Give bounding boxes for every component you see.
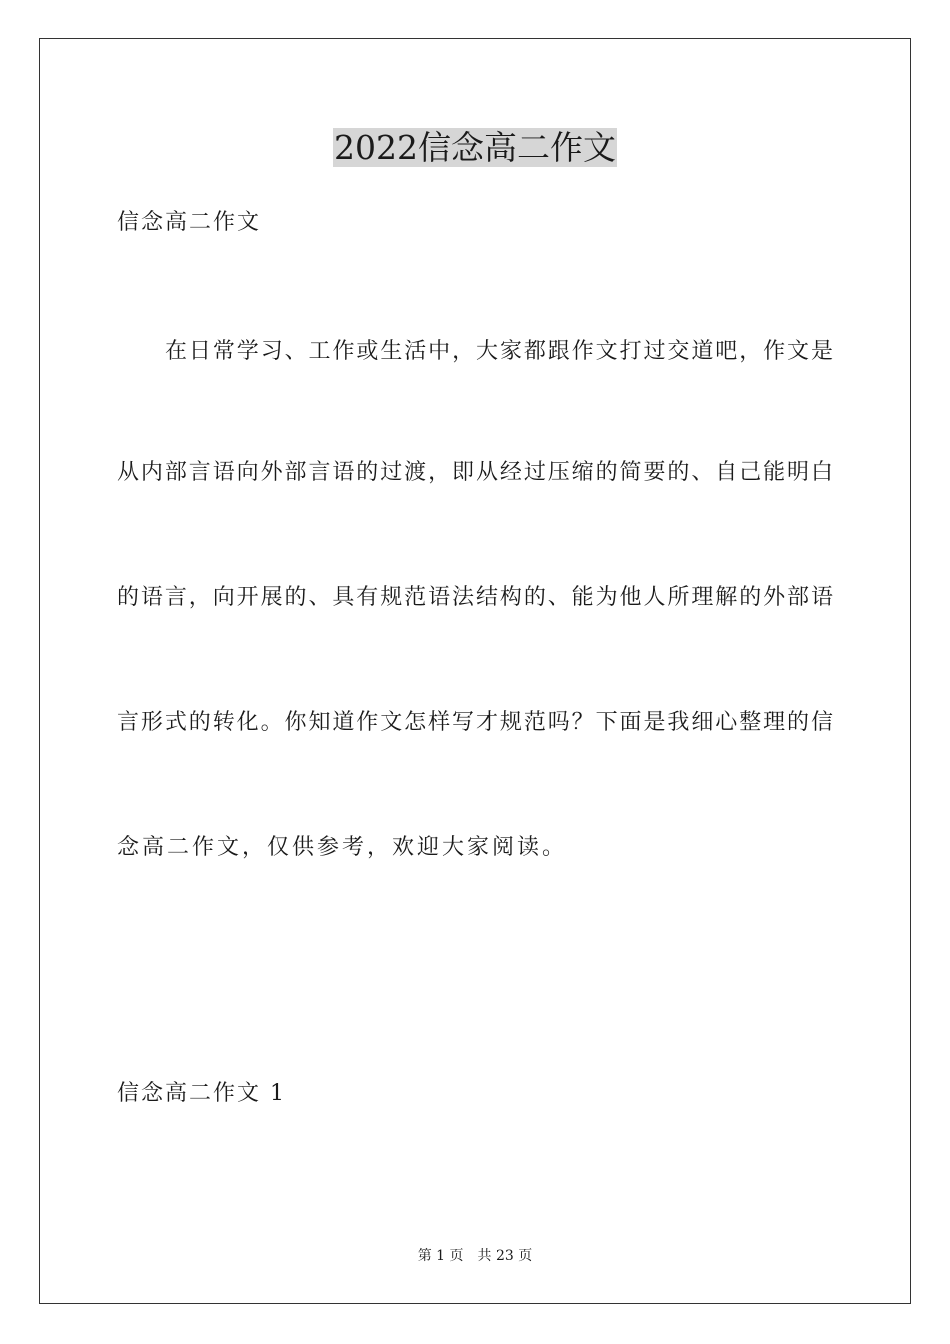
page-footer: 第 1 页 共 23 页 bbox=[417, 1248, 533, 1264]
intro-paragraph-line-2: 从内部言语向外部言语的过渡，即从经过压缩的简要的、自己能明白 bbox=[117, 460, 833, 485]
intro-paragraph-line-3: 的语言，向开展的、具有规范语法结构的、能为他人所理解的外部语 bbox=[117, 585, 833, 610]
intro-paragraph-line-1: 在日常学习、工作或生活中，大家都跟作文打过交道吧，作文是 bbox=[165, 339, 833, 364]
document-title bbox=[0, 126, 950, 170]
intro-paragraph-line-4: 言形式的转化。你知道作文怎样写才规范吗？下面是我细心整理的信 bbox=[117, 710, 833, 735]
document-subtitle: 信念高二作文 bbox=[117, 210, 262, 235]
intro-paragraph-line-5: 念高二作文，仅供参考，欢迎大家阅读。 bbox=[117, 835, 568, 860]
document-title-text: 2022信念高二作文 bbox=[334, 128, 616, 167]
section-heading: 信念高二作文 1 bbox=[117, 1081, 286, 1106]
